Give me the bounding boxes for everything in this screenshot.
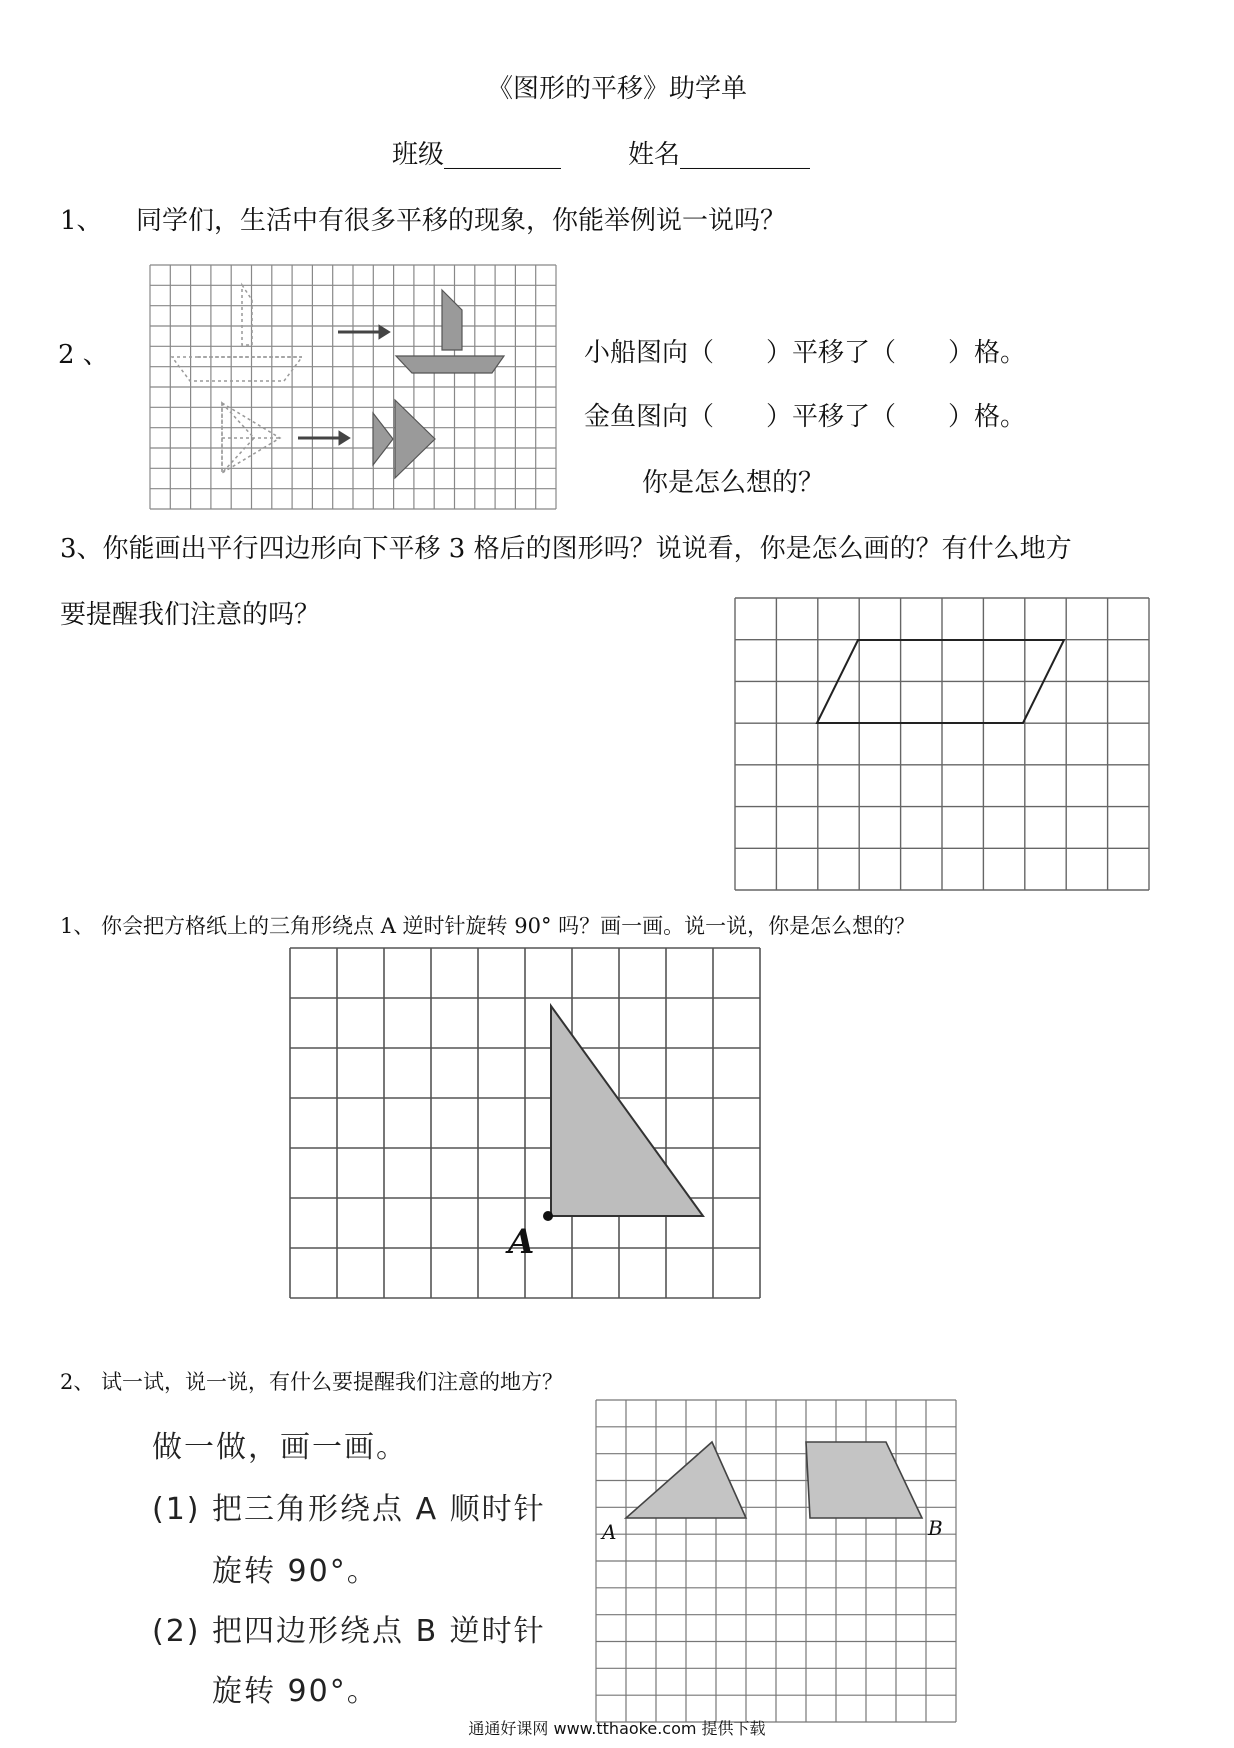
class-field: 班级_________ — [392, 140, 562, 170]
boat-icon — [396, 290, 504, 373]
r2-hand-line1: 做一做，画一画。 — [152, 1430, 408, 1465]
label-b: B — [928, 1516, 943, 1540]
r2-hand-line5: 旋转 90°。 — [212, 1674, 379, 1709]
name-field: 姓名__________ — [628, 140, 811, 170]
translation-grid — [150, 265, 556, 509]
parallelogram-grid — [735, 598, 1149, 890]
page-title: 《图形的平移》助学单 — [486, 74, 747, 104]
q1-number: 1、 — [60, 206, 103, 236]
q1-text: 同学们，生活中有很多平移的现象，你能举例说一说吗？ — [136, 206, 787, 236]
fish-icon — [373, 400, 435, 478]
label-a: A — [602, 1520, 617, 1544]
q2-boat-question: 小船图向（ ）平移了（ ）格。 — [584, 338, 1027, 368]
rotation-grid-2 — [596, 1400, 956, 1722]
r1-text: 1、 你会把方格纸上的三角形绕点 A 逆时针旋转 90° 吗？画一画。说一说，你是怎么想的？ — [60, 914, 916, 938]
r2-text: 2、 试一试，说一说，有什么要提醒我们注意的地方？ — [60, 1370, 564, 1394]
q2-fish-question: 金鱼图向（ ）平移了（ ）格。 — [584, 402, 1027, 432]
r2-hand-line4: (2) 把四边形绕点 B 逆时针 — [152, 1614, 546, 1649]
q2-number: 2 、 — [58, 340, 109, 370]
triangle-shape — [551, 1006, 703, 1216]
q3-line1: 3、你能画出平行四边形向下平移 3 格后的图形吗？说说看，你是怎么画的？有什么地方 — [60, 534, 1072, 564]
point-a-icon — [543, 1211, 553, 1221]
footer: 通通好课网 www.tthaoke.com 提供下载 — [468, 1719, 766, 1738]
point-a-label: A — [508, 1222, 535, 1262]
r2-hand-line2: (1) 把三角形绕点 A 顺时针 — [152, 1492, 546, 1527]
q3-line2: 要提醒我们注意的吗？ — [60, 600, 321, 630]
r2-hand-line3: 旋转 90°。 — [212, 1554, 379, 1589]
q2-think-question: 你是怎么想的？ — [642, 468, 825, 498]
